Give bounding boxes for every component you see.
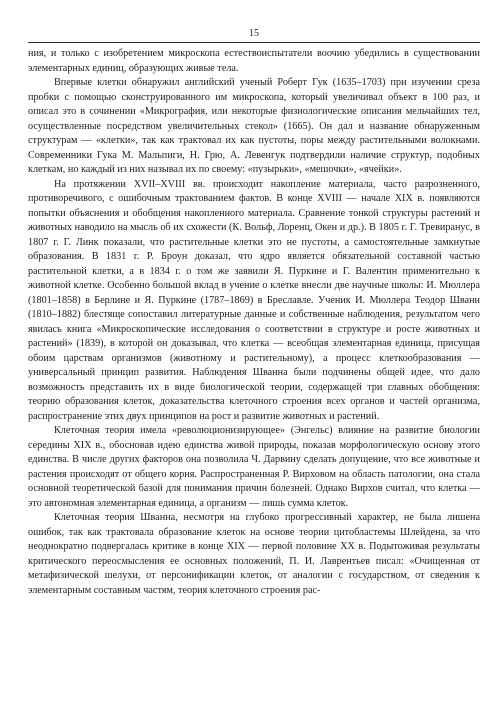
paragraph-schwann-criticism: Клеточная теория Шванна, несмотря на глубоко прогрессивный характер, не была лишена ошибок, так как трактовала образование клеток на основе теории цитобластемы Шлейдена, за что неоднократно подвергалась критике в конце XIX — первой половине XX в. Подытоживая результаты критического переосмысления ее основных положений, П. И. Лаврентьев писал: «Очищенная от метафизической шелухи, от персонификации клеток, от аналогии с государством, от сведения к элементарным составным частям, теория клеточного строения рас- [28,512,480,596]
page-number: 15 [249,28,259,39]
paragraph-17-18-centuries: На протяжении XVII–XVIII вв. происходит накопление материала, часто разрозненного, противоречивого, с ошибочным трактованием фактов. В конце XVIII — начале XIX в. появляются попытки объяснения и обобщения накопленного материала. Сравнение тонкой структуры растений и животных наводило на мысль об их схожести (К. Вольф, Лоренц, Окен и др.). В 1805 г. Г. Тревиранус, в 1807 г. Г. Линк показали, что растительные клетки это не пустоты, а самостоятельные замкнутые образования. В 1831 г. Р. Броун доказал, что ядро является обязательной составной частью растительной клетки, а в 1834 г. о том же заявили Я. Пуркине и Г. Валентин применительно к животной клетке. Особенно большой вклад в учение о клетке внесли две научные школы: И. Мюллера (1801–1858) в Берлине и Я. Пуркине (1787–1869) в Бреславле. Ученик И. Мюллера Теодор Шванн (1810–1882) блестяще сопоставил литературные данные и собственные наблюдения, результатом чего явилась книга «Микроскопические исследования о соответствии в структуре и росте животных и растений» (1839), в которой он доказывал, что клетка — всеобщая элементарная единица, присущая обоим царствам организмов (животному и растительному), а процесс клеткообразования — универсальный принцип развития. Наблюдения Шванна были подчинены общей идее, что дало возможность представить их в виде биологической теории, содержащей три главных обобщения: теорию образования клеток, доказательства клеточного строения всех органов и частей организма, распространение этих двух принципов на рост и развитие животных и растений. [28,178,480,422]
paragraph-cell-theory-influence: Клеточная теория имела «революционизирующее» (Энгельс) влияние на развитие биологии середины XIX в., обосновав идею единства живой природы, показав морфологическую основу этого единства. В числе других факторов она позволила Ч. Дарвину сделать допущение, что все животные и растения происходят от общего корня. Распространенная Р. Вирховом на область патологии, она стала основной теоретической базой для понимания причин болезней. Однако Вирхов считал, что клетка — это автономная элементарная единица, а организм — лишь сумма клеток. [28,425,480,509]
body-text [28,47,480,598]
paragraph-hooke: Впервые клетки обнаружил английский ученый Роберт Гук (1635–1703) при изучении среза пробки с помощью сконструированного им микроскопа, который увеличивал объект в 100 раз, и описал это в сочинении «Микрография, или некоторые физиологические описания мельчайших тел, осуществленные посредством увеличительных стекол» (1665). Он дал и название обнаруженным структурам — «клетки», так как трактовал их как пустоты, поры между растительными волокнами. Современники Гука М. Мальпиги, Н. Грю, А. Левенгук подтвердили наличие структур, подобных клеткам, но каждый из них называл их по своему: «пузырьки», «мешочки», «ячейки». [28,77,480,175]
paragraph-continuation: ния, и только с изобретением микроскопа естествоиспытатели воочию убедились в существовании элементарных единиц, образующих живые тела. [28,48,480,74]
page-header [28,28,480,43]
